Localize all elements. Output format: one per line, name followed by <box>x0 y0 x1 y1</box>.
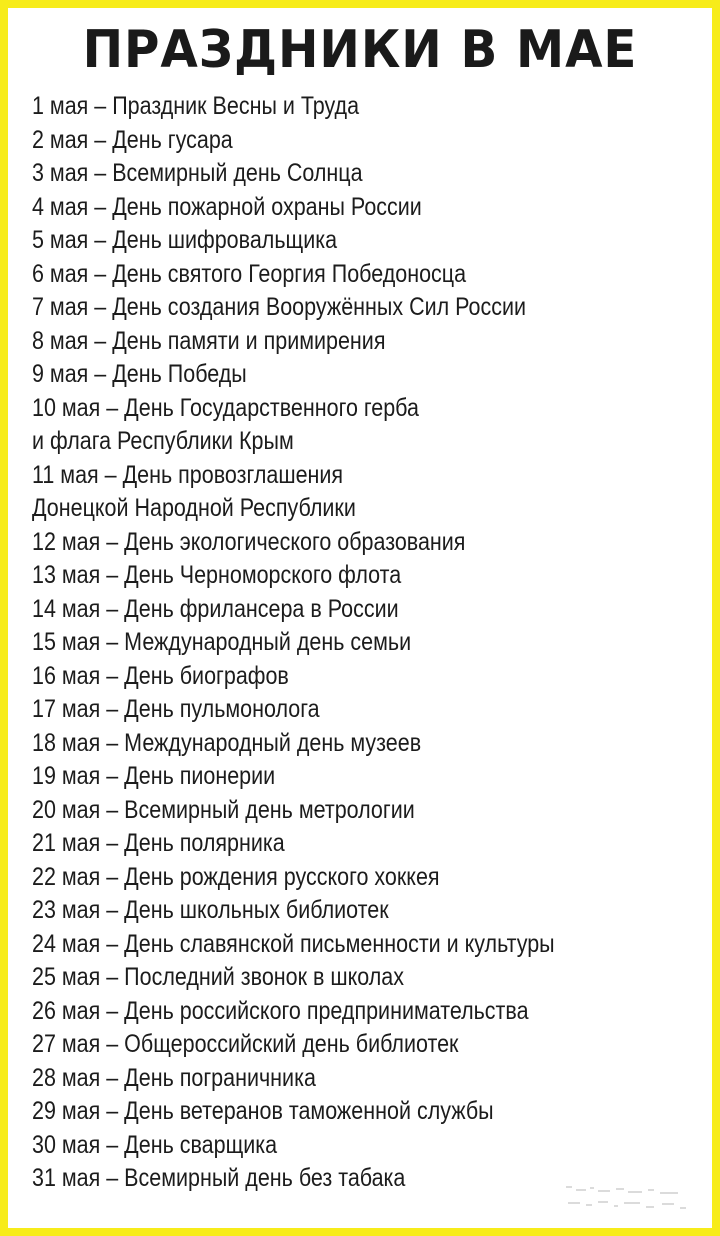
holiday-line: 8 мая – День памяти и примирения <box>32 326 386 355</box>
holiday-line: 13 мая – День Черноморского флота <box>32 561 402 589</box>
holiday-line: 26 мая – День российского предпринимательства <box>32 996 529 1025</box>
holiday-line: 12 мая – День экологического образования <box>32 527 466 556</box>
holiday-line: 18 мая – Международный день музеев <box>32 728 422 757</box>
holiday-line: 21 мая – День полярника <box>32 829 285 857</box>
holiday-line: 31 мая – Всемирный день без табака <box>32 1164 406 1192</box>
holiday-line: 17 мая – День пульмонолога <box>32 695 320 723</box>
holiday-line: 24 мая – День славянской письменности и культуры <box>32 929 555 958</box>
holiday-line: 22 мая – День рождения русского хоккея <box>32 862 440 891</box>
holiday-line: 19 мая – День пионерии <box>32 762 276 790</box>
holiday-line: 30 мая – День сварщика <box>32 1130 278 1159</box>
holiday-line: 20 мая – Всемирный день метрологии <box>32 795 415 824</box>
holiday-line-continuation: Донецкой Народной Республики <box>32 494 356 522</box>
holiday-line: 2 мая – День гусара <box>32 125 233 154</box>
holiday-line: 28 мая – День пограничника <box>32 1063 316 1092</box>
holiday-list <box>32 90 702 1196</box>
holiday-poster <box>8 8 712 1228</box>
holiday-line: 25 мая – Последний звонок в школах <box>32 963 405 991</box>
holiday-line: 3 мая – Всемирный день Солнца <box>32 159 363 187</box>
holiday-line: 5 мая – День шифровальщика <box>32 226 338 254</box>
watermark-mark <box>562 1180 692 1214</box>
holiday-line: 14 мая – День фрилансера в России <box>32 594 399 623</box>
holiday-line: 10 мая – День Государственного герба <box>32 393 419 422</box>
holiday-line: 6 мая – День святого Георгия Победоносца <box>32 259 467 288</box>
holiday-line: 15 мая – Международный день семьи <box>32 628 412 656</box>
holiday-line: 23 мая – День школьных библиотек <box>32 896 389 924</box>
holiday-line: 9 мая – День Победы <box>32 360 247 388</box>
holiday-line: 27 мая – Общероссийский день библиотек <box>32 1030 459 1058</box>
holiday-line: 4 мая – День пожарной охраны России <box>32 192 422 221</box>
page-title: ПРАЗДНИКИ В МАЕ <box>82 20 638 80</box>
holiday-line: 11 мая – День провозглашения <box>32 460 344 489</box>
holiday-line-continuation: и флага Республики Крым <box>32 427 294 455</box>
holiday-line: 29 мая – День ветеранов таможенной службы <box>32 1097 494 1125</box>
holiday-line: 7 мая – День создания Вооружённых Сил России <box>32 293 527 321</box>
holiday-line: 1 мая – Праздник Весны и Труда <box>32 92 360 120</box>
holiday-line: 16 мая – День биографов <box>32 661 289 690</box>
